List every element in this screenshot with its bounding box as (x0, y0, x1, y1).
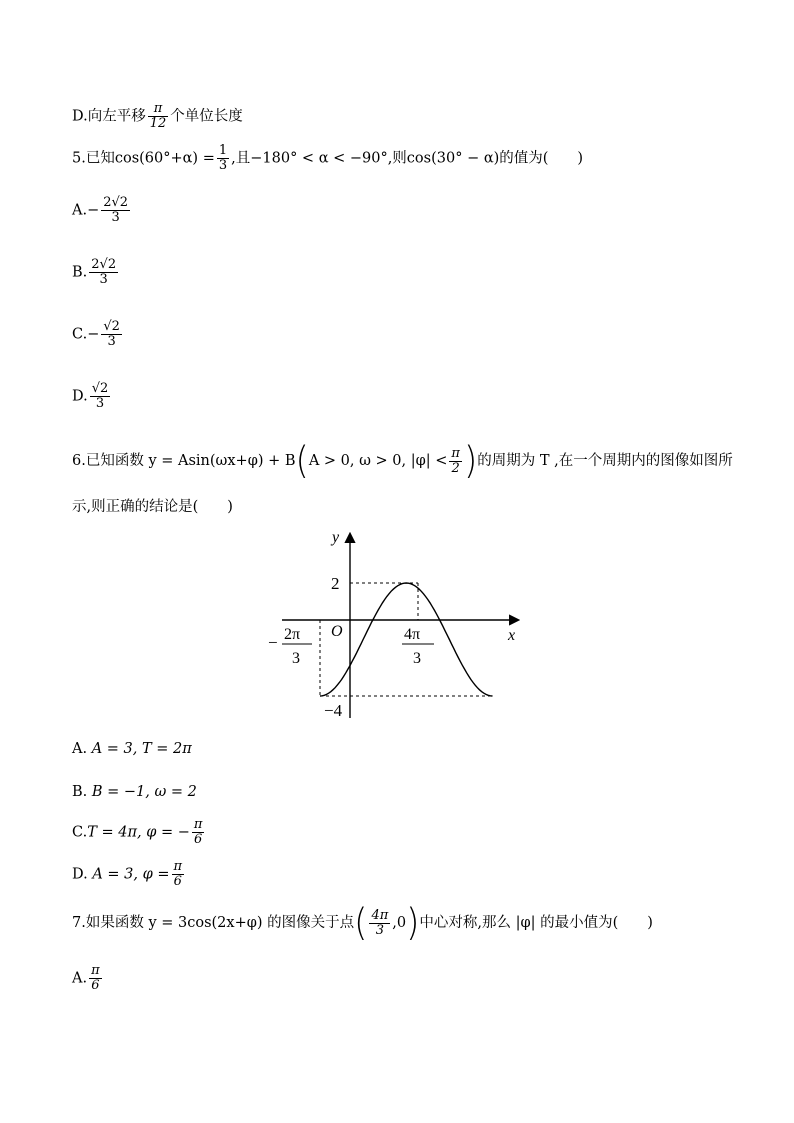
question-6-stem: 6.已知函数 y = Asin(ωx+φ) + B(A > 0, ω > 0, |φ| < $\frac{\pi}{2}$ )的周期为 T ,在一个周期内的图像如图所 (72, 439, 733, 483)
fraction: $\frac{1}{3}$ (218, 143, 228, 173)
question-6-stem-cont: 示,则正确的结论是( ) (72, 499, 233, 515)
q6-option-a[interactable]: A. A = 3, T = 2π (72, 741, 192, 757)
prev-option-d: D.向左平移 $\frac{\pi}{12}$ 个单位长度 (72, 101, 243, 131)
option-label: D. (72, 108, 88, 125)
question-7-stem: 7.如果函数 y = 3cos(2x+φ) 的图像关于点( $\frac{4\pi}{3}$ ,0)中心对称,那么 |φ| 的最小值为( ) (72, 901, 653, 945)
q6-option-b[interactable]: B. B = −1, ω = 2 (72, 784, 197, 800)
left-paren: ( (295, 439, 309, 483)
q6-option-c[interactable]: C.T = 4π, φ = − $\frac{\pi}{6}$ (72, 817, 203, 847)
question-number: 6. (72, 453, 86, 469)
x-peak-num: 4π (404, 626, 421, 643)
fraction: $\frac{\pi}{6}$ (91, 963, 100, 993)
question-5-stem: 5.已知cos(60°+α) = $\frac{1}{3}$ ,且−180° < α < −90°,则cos(30° − α)的值为( ) (72, 143, 584, 173)
right-paren: ) (463, 439, 478, 483)
x-peak-den: 3 (413, 650, 421, 667)
fraction: $\frac{\pi}{6}$ (173, 859, 183, 889)
q5-option-b[interactable]: B. $\frac{2√2}{3}$ (72, 257, 117, 287)
question-number: 7. (72, 915, 86, 931)
fraction: $\frac{√2}{3}$ (103, 319, 120, 349)
q7-option-a[interactable]: A. $\frac{\pi}{6}$ (72, 963, 100, 993)
q5-option-a[interactable]: A.− $\frac{2√2}{3}$ (72, 195, 129, 225)
x-axis-label: x (508, 627, 516, 644)
x-left-den: 3 (292, 650, 300, 667)
fraction: $\frac{4\pi}{3}$ (371, 907, 389, 938)
left-paren: ( (354, 901, 368, 945)
right-paren: ) (406, 901, 420, 945)
y-axis-label: y (332, 529, 340, 546)
q5-option-c[interactable]: C.− $\frac{√2}{3}$ (72, 319, 120, 349)
fraction: $\frac{\pi}{6}$ (193, 817, 203, 847)
x-left-num: 2π (284, 626, 301, 643)
function-graph (268, 528, 528, 724)
x-left-sign: − (268, 633, 278, 652)
fraction: $\frac{\pi}{2}$ (451, 445, 460, 476)
origin-label: O (331, 623, 343, 640)
fraction: $\frac{2√2}{3}$ (103, 195, 129, 225)
y-min-label: −4 (324, 701, 343, 720)
fraction: $\frac{√2}{3}$ (91, 381, 109, 411)
q5-option-d[interactable]: D. $\frac{√2}{3}$ (72, 381, 109, 411)
y-max-label: 2 (331, 574, 340, 593)
q6-option-d[interactable]: D. A = 3, φ = $\frac{\pi}{6}$ (72, 859, 183, 889)
option-text: 向左平移 (87, 108, 146, 125)
fraction: $\frac{2√2}{3}$ (91, 257, 117, 287)
fraction: $\frac{\pi}{12}$ (149, 101, 167, 131)
question-number: 5. (72, 150, 86, 167)
